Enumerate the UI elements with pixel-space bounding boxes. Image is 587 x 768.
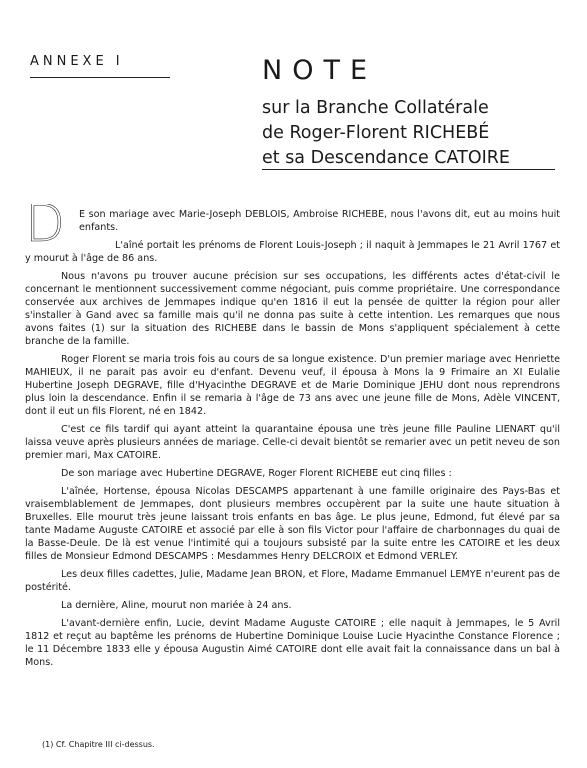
- paragraph-8: Les deux filles cadettes, Julie, Madame Jean BRON, et Flore, Madame Emmanuel LEMYE n'eurent pas de postérité.: [25, 569, 560, 593]
- paragraph-1: [25, 204, 560, 242]
- annexe-underline: [30, 77, 170, 78]
- subtitle-line-1: sur la Branche Collatérale: [262, 98, 489, 118]
- paragraph-6: De son mariage avec Hubertine DEGRAVE, Roger Florent RICHEBE eut cinq filles :: [61, 468, 452, 479]
- paragraph-1-text: E son mariage avec Marie-Joseph DEBLOIS, Ambroise RICHEBE, nous l'avons dit, eut au moins huit enfants.: [79, 209, 560, 233]
- paragraph-5: C'est ce fils tardif qui ayant atteint la quarantaine épousa une très jeune fille Pauline LIENART qu'il laissa veuve après plusieurs années de mariage. Celle-ci devait bientôt se remarier avec un petit neveu de son premier mari, Max CATOIRE.: [25, 424, 561, 461]
- paragraph-7: L'aînée, Hortense, épousa Nicolas DESCAMPS appartenant à une famille originaire des Pays-Bas et vraisemblablement de Jemmapes, dont plusieurs membres occupèrent par la suite une haute situation à Bruxelles. Elle mourut très jeune laissant trois enfants en bas âge. Le plus jeune, Edmond, fut élevé par sa tante Madame Auguste CATOIRE et associé par elle à son fils Victor pour l'affaire de charbonnages du quai de la Basse-Deule. De là est venue l'intimité qui a toujours subsisté par la suite entre les CATOIRE et les deux filles de Monsieur Edmond DESCAMPS : Mesdammes Henry DELCROIX et Edmond VERLEY.: [25, 486, 560, 562]
- body-text: [25, 204, 561, 674]
- paragraph-2: L'aîné portait les prénoms de Florent Louis-Joseph ; il naquit à Jemmapes le 21 Avril 1767 et y mourut à l'âge de 86 ans.: [25, 240, 560, 264]
- paragraph-3: Nous n'avons pu trouver aucune précision sur ses occupations, les différents actes d'état-civil le concernant le mentionnent successivement comme négociant, puis comme propriétaire. Une correspondance conservée aux archives de Jemmapes indique qu'en 1816 il eut la pensée de quitter la région pour aller s'installer à Gand avec sa famille mais qu'il ne donna pas suite à cette intention. Les remarques que nous avons faites (1) sur la situation des RICHEBE dans le bassin de Mons s'appliquent spécialement à cette branche de la famille.: [25, 271, 560, 347]
- dropcap: D: [25, 204, 66, 242]
- subtitle-underline: [262, 169, 555, 170]
- footnote: (1) Cf. Chapitre III ci-dessus.: [42, 740, 155, 749]
- annexe-heading: ANNEXE I: [30, 54, 124, 69]
- note-title: NOTE: [262, 55, 378, 86]
- note-subtitle: [262, 96, 510, 171]
- paragraph-9: La dernière, Aline, mourut non mariée à 24 ans.: [61, 600, 292, 611]
- paragraph-4: Roger Florent se maria trois fois au cours de sa longue existence. D'un premier mariage avec Henriette MAHIEUX, il ne parait pas avoir eu d'enfant. Devenu veuf, il épousa à Mons la 9 Frimaire an XI Eulalie Hubertine Joseph DEGRAVE, fille d'Hyacinthe DEGRAVE et de Marie Dominique JEHU dont nous reprendrons plus loin la descendance. Enfin il se remaria à l'âge de 73 ans avec une jeune fille de Mons, Adèle VINCENT, dont il eut un fils Florent, né en 1842.: [25, 354, 560, 417]
- paragraph-10: L'avant-dernière enfin, Lucie, devint Madame Auguste CATOIRE ; elle naquit à Jemmapes, le 5 Avril 1812 et reçut au baptême les prénoms de Hubertine Dominique Louise Lucie Hyacinthe Constance Florence ; le 11 Décembre 1833 elle y épousa Augustin Aimé CATOIRE dont elle avait fait la connaissance dans un bal à Mons.: [25, 618, 560, 668]
- subtitle-line-3: et sa Descendance CATOIRE: [262, 148, 510, 168]
- subtitle-line-2: de Roger-Florent RICHEBÉ: [262, 123, 490, 143]
